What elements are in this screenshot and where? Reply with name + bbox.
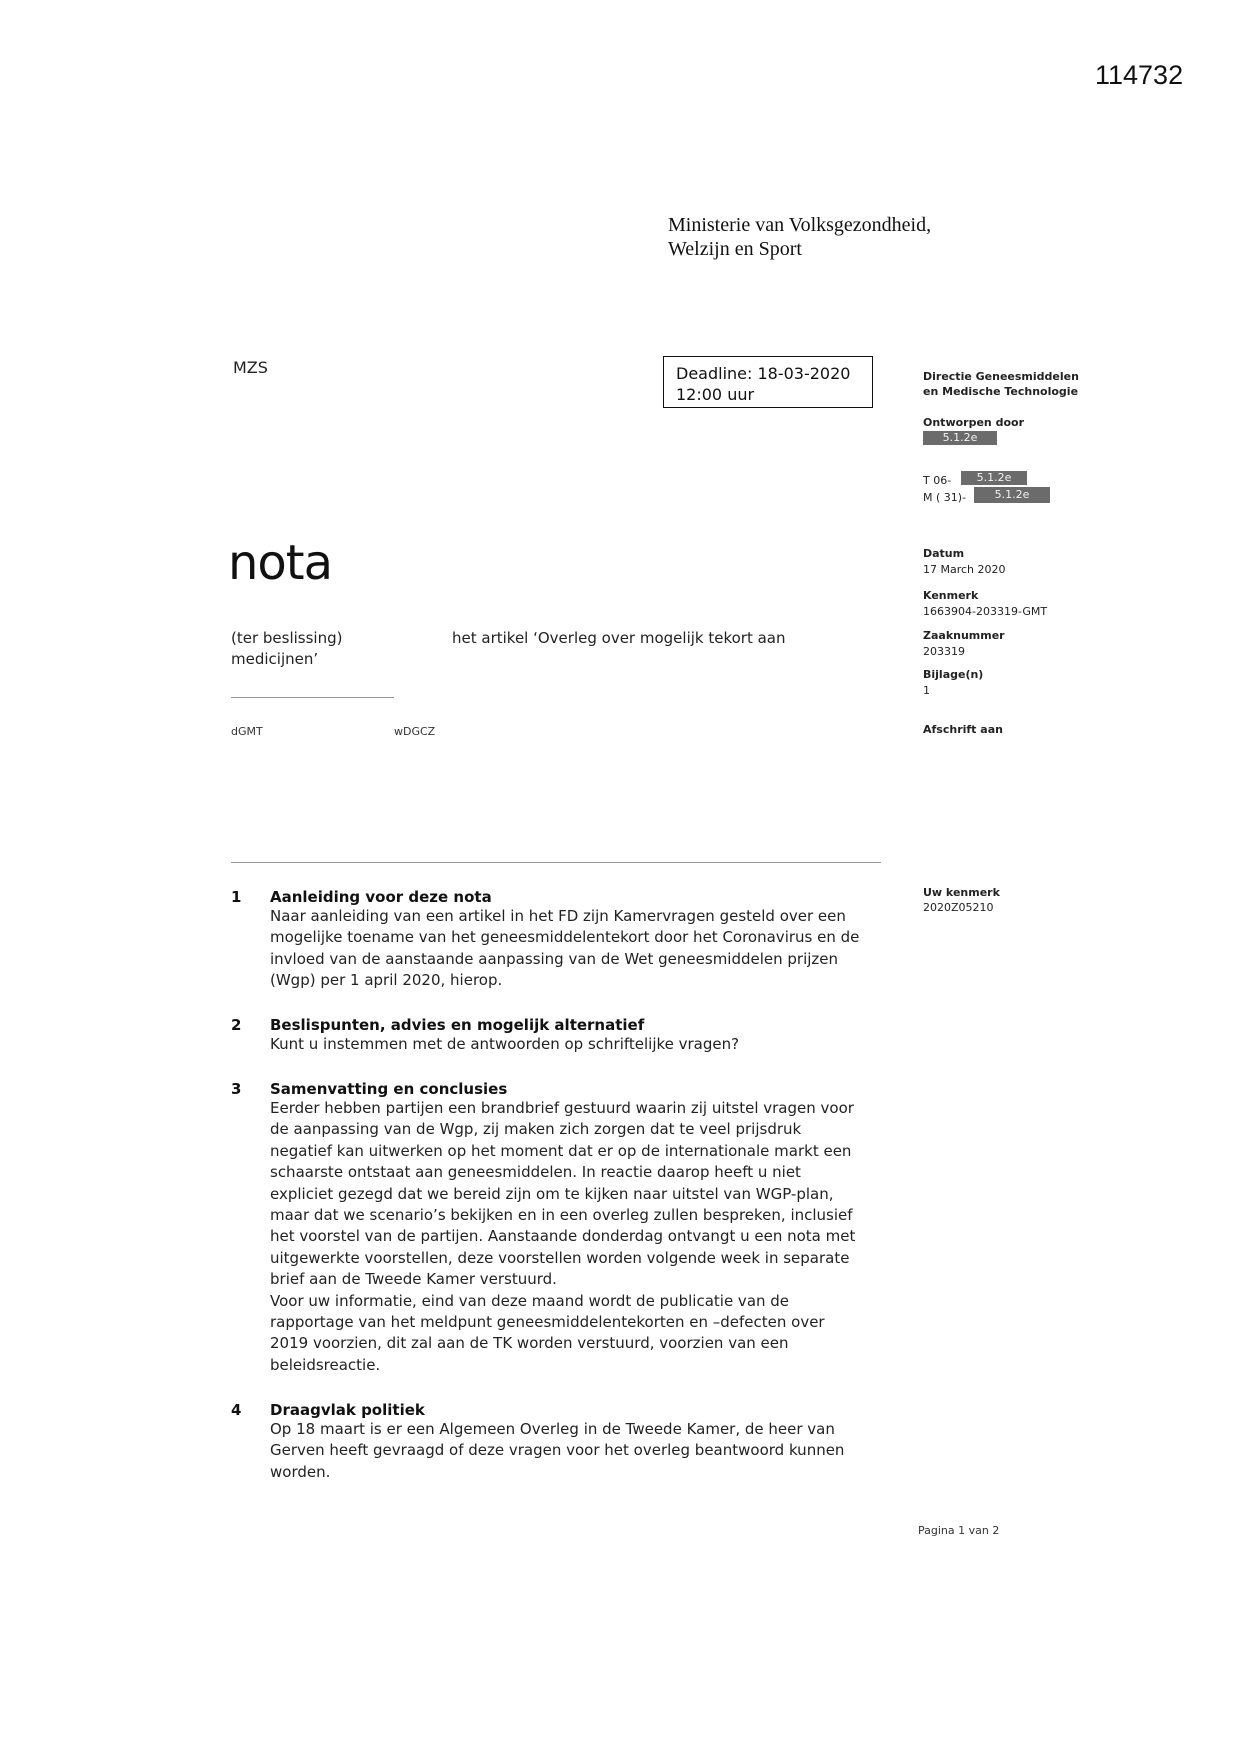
body-line: beleidsreactie. bbox=[270, 1355, 381, 1374]
body-line: (Wgp) per 1 april 2020, hierop. bbox=[270, 971, 503, 990]
section-2 bbox=[270, 1016, 910, 1055]
designed-by bbox=[923, 416, 1024, 429]
section-1 bbox=[270, 888, 910, 992]
subject-type: (ter beslissing) bbox=[231, 629, 343, 647]
document-number: 114732 bbox=[1095, 60, 1184, 90]
sidebar-zaaknummer bbox=[923, 628, 1005, 660]
recipient: MZS bbox=[233, 358, 268, 377]
sidebar-kenmerk bbox=[923, 588, 1047, 620]
redacted-designer: 5.1.2e bbox=[923, 431, 997, 445]
section-3-body bbox=[270, 1098, 910, 1376]
ministry-line-1: Ministerie van Volksgezondheid, bbox=[668, 214, 932, 236]
body-line: Gerven heeft gevraagd of deze vragen voor het overleg beantwoord kunnen bbox=[270, 1441, 845, 1460]
directorate-line-1: Directie Geneesmiddelen bbox=[923, 370, 1079, 383]
ministry-name bbox=[668, 213, 931, 261]
kenmerk-label: Kenmerk bbox=[923, 589, 979, 602]
phone-m-prefix: M ( 31)- bbox=[923, 491, 967, 504]
deadline-date: Deadline: 18-03-2020 bbox=[676, 364, 851, 383]
body-line: Kunt u instemmen met de antwoorden op schriftelijke vragen? bbox=[270, 1035, 740, 1053]
directorate-line-2: en Medische Technologie bbox=[923, 385, 1079, 398]
section-4-title: Draagvlak politiek bbox=[270, 1401, 425, 1419]
section-2-number: 2 bbox=[231, 1016, 242, 1034]
document-title: nota bbox=[228, 535, 333, 591]
page-number: Pagina 1 van 2 bbox=[918, 1524, 1000, 1537]
sidebar-date bbox=[923, 546, 1006, 578]
body-line: Naar aanleiding van een artikel in het FD zijn Kamervragen gesteld over een bbox=[270, 907, 846, 925]
subject-title-continued: medicijnen’ bbox=[231, 650, 319, 668]
body-line: invloed van de aanstaande aanpassing van de Wet geneesmiddelen prijzen bbox=[270, 949, 839, 968]
sidebar-directorate bbox=[923, 369, 1079, 399]
body-line: Eerder hebben partijen een brandbrief gestuurd waarin zij uitstel vragen voor bbox=[270, 1099, 854, 1117]
subject-title: het artikel ‘Overleg over mogelijk tekort aan bbox=[452, 629, 786, 647]
body-line: schaarste ontstaat aan geneesmiddelen. In reactie daarop heeft u niet bbox=[270, 1163, 801, 1182]
uw-kenmerk-value: 2020Z05210 bbox=[923, 901, 994, 914]
body-line: worden. bbox=[270, 1462, 331, 1481]
section-2-body bbox=[270, 1034, 910, 1055]
zaaknummer-value: 203319 bbox=[923, 645, 965, 658]
body-line: Voor uw informatie, eind van deze maand wordt de publicatie van de bbox=[270, 1291, 790, 1310]
deadline-box bbox=[663, 356, 873, 408]
routing-left: dGMT bbox=[231, 725, 263, 738]
section-1-number: 1 bbox=[231, 888, 242, 906]
divider-long bbox=[231, 862, 881, 863]
zaaknummer-label: Zaaknummer bbox=[923, 629, 1005, 642]
kenmerk-value: 1663904-203319-GMT bbox=[923, 605, 1048, 618]
body-line: uitgewerkte voorstellen, deze voorstellen worden volgende week in separate bbox=[270, 1248, 850, 1267]
redacted-phone-m: 5.1.2e bbox=[974, 487, 1050, 503]
body-line: de aanpassing van de Wgp, zij maken zich zorgen dat te veel prijsdruk bbox=[270, 1120, 802, 1139]
body-line: expliciet gezegd dat we bereid zijn om te kijken naar uitstel van WGP-plan, bbox=[270, 1184, 834, 1203]
section-4-body bbox=[270, 1419, 910, 1483]
sidebar-bijlage bbox=[923, 667, 983, 699]
date-label: Datum bbox=[923, 547, 965, 560]
routing-right: wDGCZ bbox=[394, 725, 436, 738]
body-line: 2019 voorzien, dit zal aan de TK worden verstuurd, voorzien van een bbox=[270, 1334, 789, 1353]
section-3-number: 3 bbox=[231, 1080, 242, 1098]
body-line: rapportage van het meldpunt geneesmiddelentekorten en –defecten over bbox=[270, 1313, 825, 1332]
afschrift-label: Afschrift aan bbox=[923, 723, 1003, 736]
section-2-title: Beslispunten, advies en mogelijk alternatief bbox=[270, 1016, 645, 1034]
divider-short bbox=[231, 697, 394, 698]
body-line: maar dat we scenario’s bekijken en in een overleg zullen bespreken, inclusief bbox=[270, 1206, 853, 1225]
sidebar-afschrift bbox=[923, 723, 1003, 736]
uw-kenmerk-label: Uw kenmerk bbox=[923, 886, 1000, 899]
section-1-body bbox=[270, 906, 910, 992]
bijlage-value: 1 bbox=[923, 684, 930, 697]
section-1-title: Aanleiding voor deze nota bbox=[270, 888, 492, 906]
body-line: het voorstel van de partijen. Aanstaande donderdag ontvangt u een nota met bbox=[270, 1227, 856, 1246]
bijlage-label: Bijlage(n) bbox=[923, 668, 984, 681]
body-line: negatief kan uitwerken op het moment dat er op de internationale markt een bbox=[270, 1141, 852, 1160]
ministry-line-2: Welzijn en Sport bbox=[668, 238, 802, 260]
designed-by-label: Ontworpen door bbox=[923, 416, 1024, 429]
date-value: 17 March 2020 bbox=[923, 563, 1006, 576]
section-4 bbox=[270, 1401, 910, 1483]
section-4-number: 4 bbox=[231, 1401, 242, 1419]
section-3 bbox=[270, 1080, 910, 1376]
body-line: brief aan de Tweede Kamer verstuurd. bbox=[270, 1270, 557, 1289]
section-3-title: Samenvatting en conclusies bbox=[270, 1080, 508, 1098]
body-line: mogelijke toename van het geneesmiddelentekort door het Coronavirus en de bbox=[270, 928, 860, 947]
body-line: Op 18 maart is er een Algemeen Overleg in de Tweede Kamer, de heer van bbox=[270, 1420, 835, 1438]
sidebar-uw-kenmerk bbox=[923, 885, 1000, 915]
phone-t-prefix: T 06- bbox=[923, 474, 952, 487]
deadline-time: 12:00 uur bbox=[676, 385, 755, 404]
redacted-phone-t: 5.1.2e bbox=[961, 471, 1027, 485]
